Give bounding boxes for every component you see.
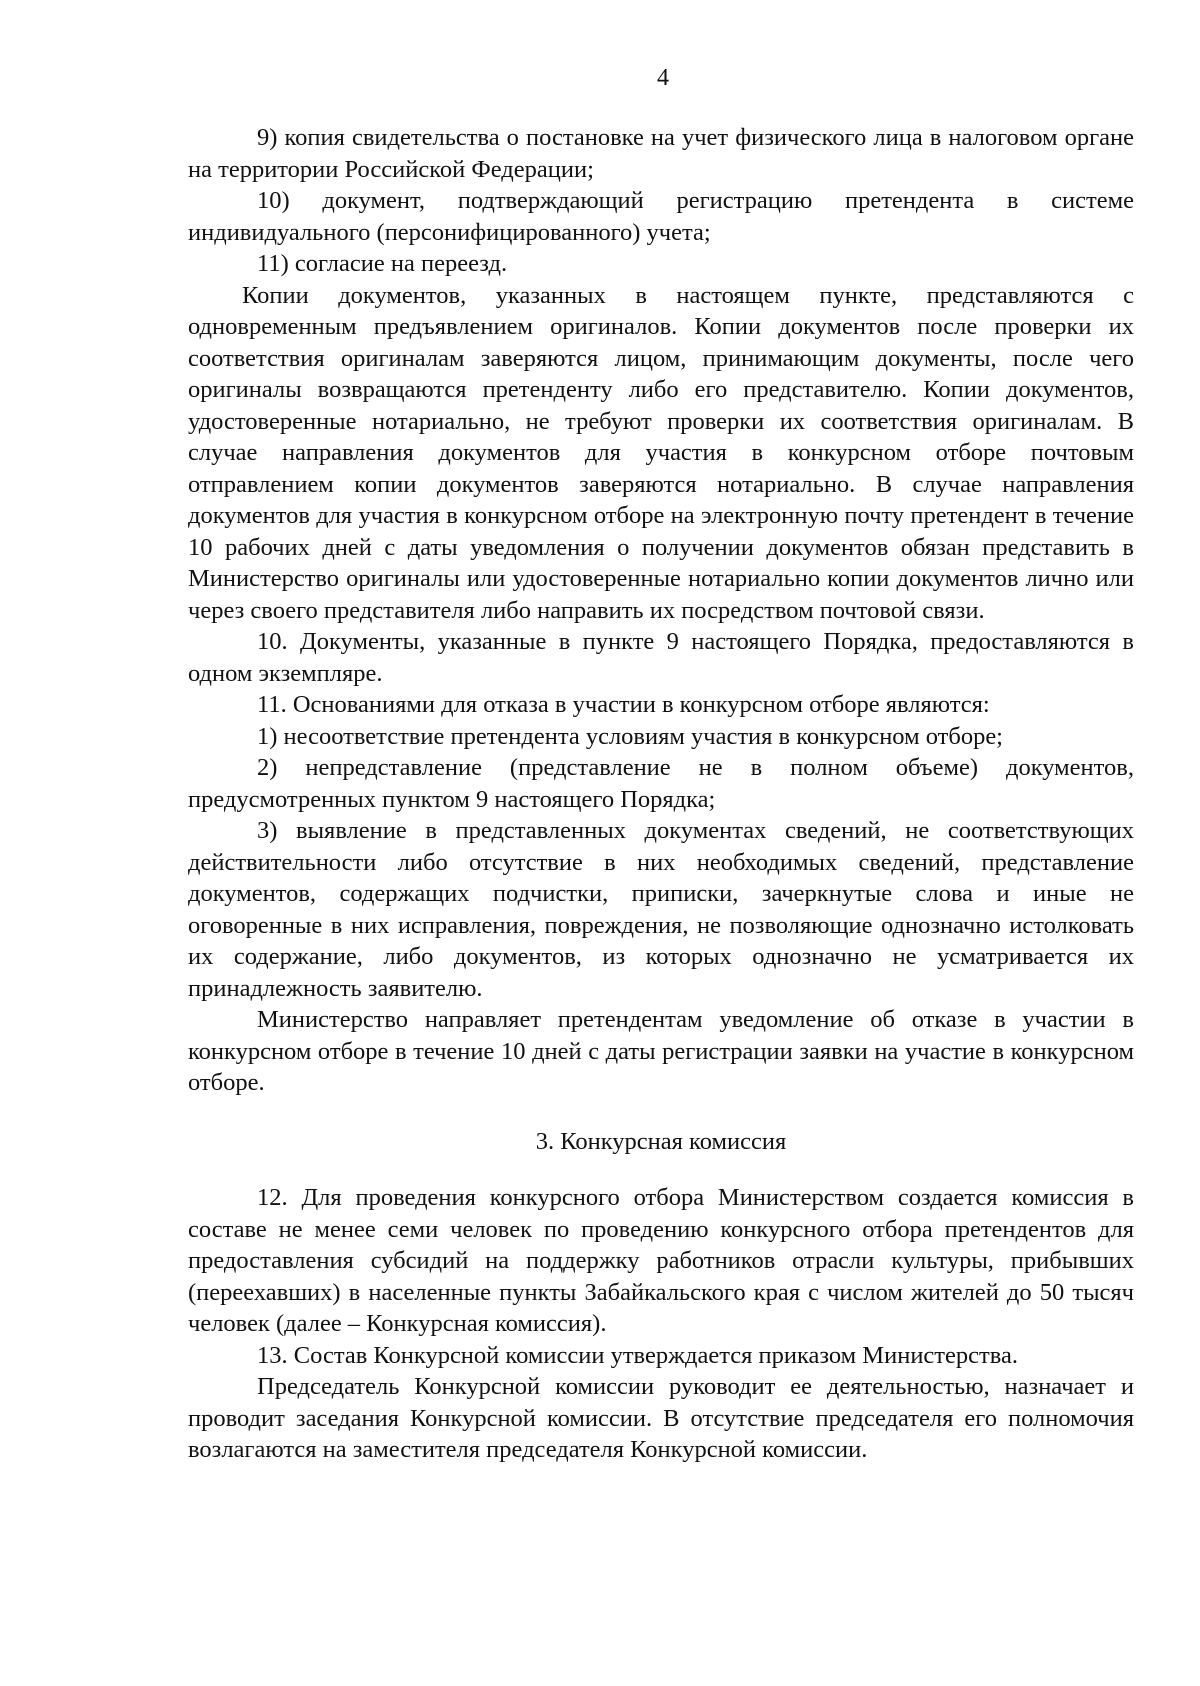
clause-12: 12. Для проведения конкурсного отбора Министерством создается комиссия в составе не менее семи человек по проведению конкурсного отбора претендентов для предоставления субсидий на поддержку работников отрасли культуры, прибывших (переехавших) в населенные пункты Забайкальского края с числом жителей до 50 тысяч человек (далее – Конкурсная комиссия). xyxy=(188,1184,1134,1337)
list-item-9: 9) копия свидетельства о постановке на учет физического лица в налоговом органе на территории Российской Федерации; xyxy=(188,124,1134,183)
list-item-10: 10) документ, подтверждающий регистрацию претендента в системе индивидуального (персонифицированного) учета; xyxy=(188,187,1134,246)
page-number: 4 xyxy=(657,65,669,91)
list-item-11: 11) согласие на переезд. xyxy=(257,250,508,277)
clause-13: 13. Состав Конкурсной комиссии утверждается приказом Министерства. xyxy=(257,1341,1018,1369)
paragraph-chairman: Председатель Конкурсной комиссии руководит ее деятельностью, назначает и проводит заседания Конкурсной комиссии. В отсутствие председателя его полномочия возлагаются на заместителя председателя Конкурсной комиссии. xyxy=(188,1373,1134,1463)
paragraph-copies-of-documents: Копии документов, указанных в настоящем пункте, представляются с одновременным предъявлением оригиналов. Копии документов после проверки их соответствия оригиналам заверяются лицом, принимающим документы, после чего оригиналы возвращаются претенденту либо его представителю. Копии документов, удостоверенные нотариально, не требуют проверки их соответствия оригиналам. В случае направления документов для участия в конкурсном отборе почтовым отправлением копии документов заверяются нотариально. В случае направления документов для участия в конкурсном отборе на электронную почту претендент в течение 10 рабочих дней с даты уведомления о получении документов обязан представить в Министерство оригиналы или удостоверенные нотариально копии документов лично или через своего представителя либо направить их посредством почтовой связи. xyxy=(188,281,1134,624)
clause-11: 11. Основаниями для отказа в участии в конкурсном отборе являются: xyxy=(257,691,990,718)
clause-10: 10. Документы, указанные в пункте 9 настоящего Порядка, предоставляются в одном экземпляре. xyxy=(188,628,1134,687)
section-heading: 3. Конкурсная комиссия xyxy=(535,1127,787,1155)
document-body xyxy=(188,122,1134,1466)
clause-11-item-2: 2) непредставление (представление не в полном объеме) документов, предусмотренных пунктом 9 настоящего Порядка; xyxy=(188,754,1134,813)
paragraph-refusal-notice: Министерство направляет претендентам уведомление об отказе в участии в конкурсном отборе в течение 10 дней с даты регистрации заявки на участие в конкурсном отборе. xyxy=(188,1006,1134,1096)
clause-11-item-1: 1) несоответствие претендента условиям участия в конкурсном отборе; xyxy=(257,722,1003,750)
clause-11-item-3: 3) выявление в представленных документах сведений, не соответствующих действительности либо отсутствие в них необходимых сведений, представление документов, содержащих подчистки, приписки, зачеркнутые слова и иные не оговоренные в них исправления, повреждения, не позволяющие однозначно истолковать их содержание, либо документов, из которых однозначно не усматривается их принадлежность заявителю. xyxy=(188,817,1134,1002)
